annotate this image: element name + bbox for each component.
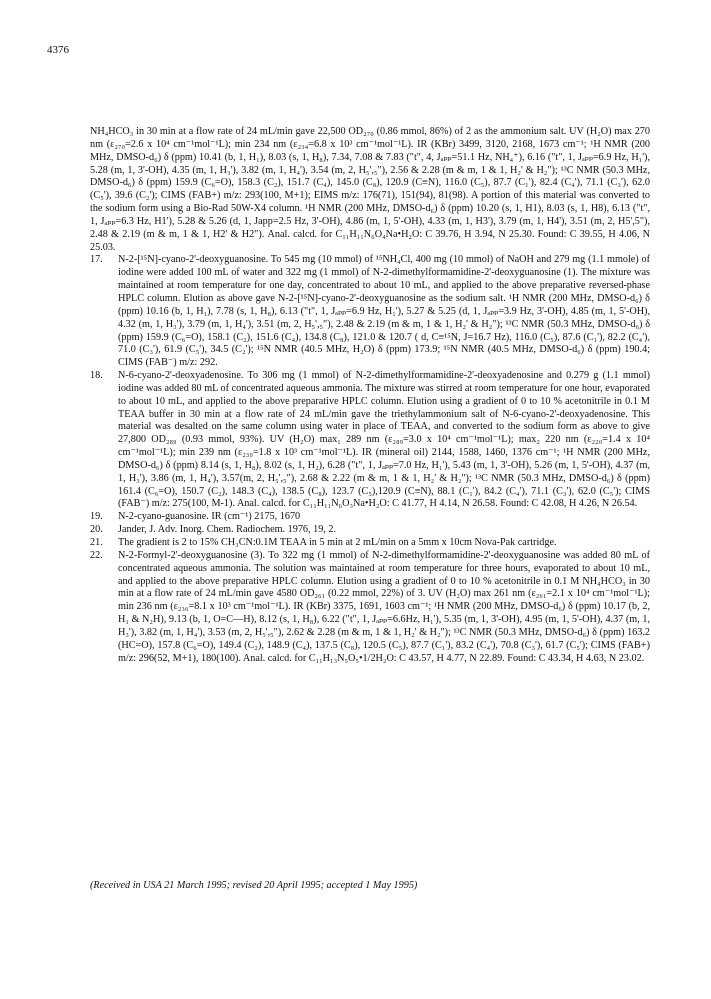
note-number: 17. [90,254,103,266]
note-text: N-2-Formyl-2'-deoxyguanosine (3). To 322 mg (1 mmol) of N-2-dimethylformamidine-2'-deoxyguanosine was added 80 mL of concentrated aqueous ammonia. The solution was maintained at room temperature for three hours, evaporated to about 10 mL, and applied to the above preparative HPLC column. Elution using a gradient of 0 to 10 % acetonitrile in 0.1 M NH₄HCO₃ in 30 min at a flow rate of 24 mL/min gave 4580 OD₂₆₁ (0.22 mmol, 22%) of 3. UV (H₂O) max 261 nm (ε₂₆₁=2.1 x 10⁴ cm⁻¹mol⁻¹L); min 236 nm (ε₂₃₆=8.1 x 10³ cm⁻¹mol⁻¹L). IR (KBr) 3375, 1691, 1603 cm⁻¹; ¹H NMR (200 MHz, DMSO-d₆) δ (ppm) 10.17 (b, 2, H₁ & N₂H), 9.13 (b, 1, O=C—H), 8.12 (s, 1, H₈), 6.22 ("t", 1, Jₐₚₚ=6.6Hz, H₁'), 5.35 (m, 1, 3'-OH), 4.95 (m, 1, 5'-OH), 4.37 (m, 1, H₃'), 3.82 (m, 1, H₄'), 3.53 (m, 2, H₅',₅"), 2.62 & 2.28 (m & m, 1 & 1, H₂' & H₂"); ¹³C NMR (50.3 MHz, DMSO-d₆) δ (ppm) 163.2 (HC=O), 157.8 (C₆=O), 149.4 (C₂), 148.9 (C₄), 137.5 (C₈), 120.5 (C₅), 87.7 (C₁'), 83.2 (C₄'), 70.8 (C₃'), 61.7 (C₅'); CIMS (FAB+) m/z: 296(52, M+1), 180(100). Anal. calcd. for C₁₁H₁₃N₅O₅•1/2H₂O: C 43.57, H 4.77, N 22.89. Found: C 43.34, H 4.63, N 23.02. [118,549,650,664]
note-text: The gradient is 2 to 15% CH₃CN:0.1M TEAA in 5 min at 2 mL/min on a 5mm x 10cm Nova-Pak cartridge. [118,537,557,548]
note-17 [90,254,650,370]
notes-section [90,126,650,665]
intro-paragraph: NH₄HCO₃ in 30 min at a flow rate of 24 mL/min gave 22,500 OD₂₇₀ (0.86 mmol, 86%) of 2 as the ammonium salt. UV (H₂O) max 270 nm (ε₂₇₀=2.6 x 10⁴ cm⁻¹mol⁻¹L); min 234 nm (ε₂₃₄=6.8 x 10³ cm⁻¹mol⁻¹L). IR (KBr) 3499, 3120, 2168, 1673 cm⁻¹; ¹H NMR (200 MHz, DMSO-d₆) δ (ppm) 10.41 (b, 1, H₁), 8.03 (s, 1, H₈), 7.34, 7.08 & 7.83 ("t", 4, Jₐₚₚ=51.1 Hz, NH₄⁺), 6.16 ("t", 1, Jₐₚₚ=6.9 Hz, H₁'), 5.28 (m, 1, 3'-OH), 4.35 (m, 1, H₃'), 3.82 (m, 1, H₄'), 3.54 (m, 2, H₅',₅"), 2.56 & 2.28 (m & m, 1 & 1, H₂' & H₂"); ¹³C NMR (50.3 MHz, DMSO-d₆) δ (ppm) 159.9 (C₆=O), 158.3 (C₂), 151.7 (C₄), 145.0 (C₈), 120.9 (C≡N), 116.0 (C₅), 87.7 (C₁'), 82.4 (C₄'), 71.1 (C₃'), 62.0 (C₅'), 39.6 (C₂'); CIMS (FAB+) m/z: 293(100, M+1); EIMS m/z: 176(71), 151(94), 81(98). A portion of this material was converted to the sodium form using a Bio-Rad 50W-X4 column. ¹H NMR (200 MHz, DMSO-d₆) δ (ppm) 10.20 (s, 1, H1), 8.03 (s, 1, H8), 6.13 ("t", 1, Jₐₚₚ=6.3 Hz, H1'), 5.28 & 5.26 (d, 1, Japp=2.5 Hz, 3'-OH), 4.86 (m, 1, 5'-OH), 4.33 (m, 1, H3'), 3.79 (m, 1, H4'), 3.51 (m, 2, H5',5"), 2.48 & 2.19 (m & m, 1 & 1, H2' & H2"). Anal. calcd. for C₁₁H₁₁N₆O₄Na•H₂O: C 39.76, H 3.94, N 25.30. Found: C 39.55, H 4.06, N 25.03. [90,126,650,253]
note-22 [90,550,650,666]
note-text: N-2-cyano-guanosine. IR (cm⁻¹) 2175, 1670 [118,511,301,523]
note-20 [90,524,650,537]
note-number: 19. [90,511,103,523]
note-21 [90,537,650,550]
page-number: 4376 [47,44,69,56]
received-dates: (Received in USA 21 March 1995; revised 20 April 1995; accepted 1 May 1995) [90,880,418,891]
note-text: N-2-[¹⁵N]-cyano-2'-deoxyguanosine. To 545 mg (10 mmol) of ¹⁵NH₄Cl, 400 mg (10 mmol) of NaOH and 279 mg (1.1 mmole) of iodine were added 100 mL of water and 322 mg (1 mmol) of N-2-dimethylformamidine-2'-deoxyguanosine (1). The mixture was maintained at room temperature for one day, concentrated to about 10 mL, and applied to the above preparative reversed-phase HPLC column. Elution as above gave N-2-[¹⁵N]-cyano-2'-deoxyguanosine as the sodium salt. ¹H NMR (200 MHz, DMSO-d₆) δ (ppm) 10.16 (b, 1, H₁), 7.78 (s, 1, H₈), 6.13 ("t", 1, Jₐₚₚ=6.9 Hz, H₁'), 5.27 & 5.25 (d, 1, Jₐₚₚ=3.9 Hz, 3'-OH), 4.85 (m, 1, 5'-OH), 4.32 (m, 1, H₃'), 3.79 (m, 1, H₄'), 3.51 (m, 2, H₅',₅"), 2.48 & 2.19 (m & m, 1 & 1, H₂' & H₂"); ¹³C NMR (50.3 MHz, DMSO-d₆) δ (ppm) 159.9 (C₆=O), 158.1 (C₂), 151.6 (C₄), 134.8 (C₈), 121.0 & 120.7 ( d, C≡¹⁵N, J=16.7 Hz), 116.0 (C₅), 87.6 (C₁'), 82.2 (C₄'), 71.0 (C₃'), 61.9 (C₅'), 34.5 (C₂'); ¹⁵N NMR (40.5 MHz, H₂O) δ (ppm) 173.9; ¹⁵N NMR (40.5 MHz, DMSO-d₆) δ (ppm) 190.4; CIMS (FAB⁻) m/z: 292. [118,254,650,369]
note-number: 22. [90,549,103,561]
note-number: 21. [90,537,103,548]
note-19 [90,511,650,524]
note-text: N-6-cyano-2'-deoxyadenosine. To 306 mg (1 mmol) of N-2-dimethylformamidine-2'-deoxyadenosine and 0.279 g (1.1 mmol) iodine was added 80 mL of concentrated aqueous ammonia. The mixture was stirred at room temperature for one hour, evaporated to about 10 mL, and applied to the above preparative HPLC column. Elution using a gradient of 0 to 10 % acetonitrile in 0.1 M TEAA buffer in 30 min at a flow rate of 24 mL/min gave the triethylammonium salt of N-6-cyano-2'-deoxyadenosine. This material was desalted on the same column using water in place of TEAA, and converted to the sodium form as above to give 27,800 OD₂₈₉ (0.93 mmol, 93%). UV (H₂O) max₁ 289 nm (ε₂₈₉=3.0 x 10⁴ cm⁻¹mol⁻¹L); max₂ 220 nm (ε₂₂₀=1.4 x 10⁴ cm⁻¹mol⁻¹L); min 239 nm (ε₂₃₉=1.8 x 10³ cm⁻¹mol⁻¹L). IR (mineral oil) 2144, 1588, 1460, 1376 cm⁻¹; ¹H NMR (200 MHz, DMSO-d₆) δ (ppm) 8.14 (s, 1, H₈), 8.02 (s, 1, H₂), 6.28 ("t", 1, Jₐₚₚ=7.0 Hz, H₁'), 5.43 (m, 1, 3'-OH), 5.26 (m, 1, 5'-OH), 4.37 (m, 1, H₃'), 3.86 (m, 1, H₄'), 3.57(m, 2, H₅',₅"), 2.68 & 2.22 (m & m, 1 & 1, H₂' & H₂"); ¹³C NMR (50.3 MHz, DMSO-d₆) δ (ppm) 161.4 (C₆=O), 150.7 (C₂), 148.3 (C₄), 138.5 (C₈), 123.7 (C₅),120.9 (C≡N), 88.1 (C₁'), 84.2 (C₄'), 71.1 (C₃'), 62.0 (C₅'); CIMS (FAB⁻) m/z: 275(100, M-1). Anal. calcd. for C₁₁H₁₁N₆O₃Na•H₂O: C 41.77, H 4.14, N 26.58. Found: C 42.08, H 4.26, N 26.54. [118,370,650,510]
note-18 [90,370,650,511]
note-text: Jander, J. Adv. Inorg. Chem. Radiochem. 1976, 19, 2. [118,524,337,536]
note-number: 20. [90,524,103,536]
note-number: 18. [90,370,103,382]
